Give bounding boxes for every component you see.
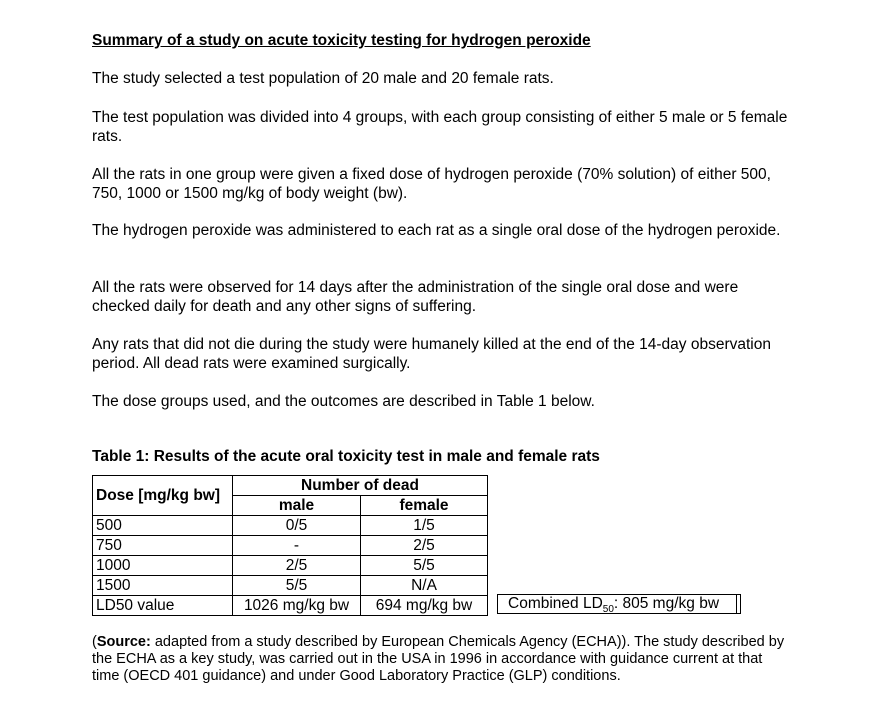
dose-cell: 1000 bbox=[93, 556, 233, 576]
number-of-dead-header: Number of dead bbox=[233, 476, 488, 496]
source-note bbox=[92, 634, 792, 685]
dose-cell: 1500 bbox=[93, 576, 233, 596]
combined-ld50 bbox=[497, 594, 741, 614]
ld50-row bbox=[93, 596, 488, 616]
table-row bbox=[93, 556, 488, 576]
table-row bbox=[93, 536, 488, 556]
female-cell: 2/5 bbox=[361, 536, 488, 556]
female-cell: 1/5 bbox=[361, 516, 488, 536]
source-open-paren: ( bbox=[92, 634, 97, 650]
paragraph-groups: The test population was divided into 4 groups, with each group consisting of either 5 male or 5 female rats. bbox=[92, 109, 788, 145]
male-cell: - bbox=[233, 536, 361, 556]
paragraph-administration: The hydrogen peroxide was administered to each rat as a single oral dose of the hydrogen peroxide. bbox=[92, 222, 781, 239]
female-cell: 5/5 bbox=[361, 556, 488, 576]
table-title: Table 1: Results of the acute oral toxicity test in male and female rats bbox=[92, 448, 600, 465]
male-header: male bbox=[233, 496, 361, 516]
paragraph-observation: All the rats were observed for 14 days after the administration of the single oral dose and were checked daily for death and any other signs of suffering. bbox=[92, 279, 739, 315]
female-header: female bbox=[361, 496, 488, 516]
dose-header: Dose [mg/kg bw] bbox=[93, 476, 233, 516]
document-heading: Summary of a study on acute toxicity testing for hydrogen peroxide bbox=[92, 32, 591, 49]
paragraph-table-intro: The dose groups used, and the outcomes are described in Table 1 below. bbox=[92, 393, 595, 410]
ld50-label: LD50 value bbox=[93, 596, 233, 616]
paragraph-dose: All the rats in one group were given a fixed dose of hydrogen peroxide (70% solution) of either 500, 750, 1000 or 1500 mg/kg of body weight (bw). bbox=[92, 166, 771, 202]
male-cell: 5/5 bbox=[233, 576, 361, 596]
male-cell: 0/5 bbox=[233, 516, 361, 536]
dose-cell: 750 bbox=[93, 536, 233, 556]
paragraph-population: The study selected a test population of 20 male and 20 female rats. bbox=[92, 70, 554, 87]
dose-cell: 500 bbox=[93, 516, 233, 536]
male-cell: 2/5 bbox=[233, 556, 361, 576]
table-row bbox=[93, 516, 488, 536]
ld50-female: 694 mg/kg bw bbox=[361, 596, 488, 616]
table-row bbox=[93, 576, 488, 596]
paragraph-termination: Any rats that did not die during the study were humanely killed at the end of the 14-day observation period. All dead rats were examined surgically. bbox=[92, 336, 771, 372]
combined-ld50-subscript: 50 bbox=[602, 604, 614, 616]
results-table bbox=[92, 475, 488, 616]
source-text: adapted from a study described by European Chemicals Agency (ECHA)). The study described by the ECHA as a key study, was carried out in the USA in 1996 in accordance with guidance current at that time (OECD 401 guidance) and under Good Laboratory Practice (GLP) conditions. bbox=[92, 634, 785, 684]
ld50-male: 1026 mg/kg bw bbox=[233, 596, 361, 616]
source-label: Source: bbox=[96, 634, 151, 650]
female-cell: N/A bbox=[361, 576, 488, 596]
combined-ld50-prefix: Combined LD bbox=[508, 595, 603, 612]
combined-ld50-value: : 805 mg/kg bw bbox=[613, 595, 720, 612]
